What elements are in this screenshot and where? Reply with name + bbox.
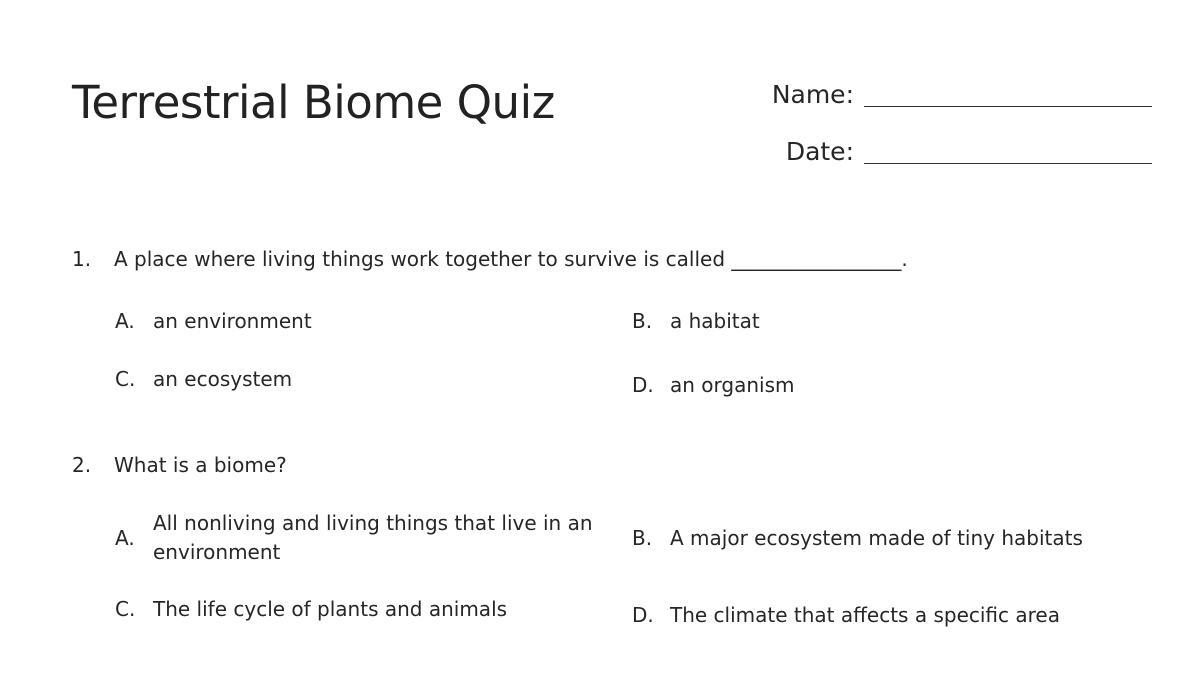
option-letter: D. [632, 603, 654, 627]
option-letter: B. [632, 526, 653, 550]
option-2b[interactable] [632, 524, 1200, 553]
option-letter: C. [115, 597, 136, 621]
option-text: an ecosystem [153, 367, 293, 391]
date-label: Date: [785, 137, 854, 166]
option-text: a habitat [670, 309, 760, 333]
option-letter: D. [632, 373, 654, 397]
option-2a[interactable] [115, 509, 608, 567]
option-letter: C. [115, 367, 136, 391]
option-2c[interactable] [115, 595, 608, 624]
option-text: A major ecosystem made of tiny habitats [670, 526, 1083, 550]
option-text: The climate that affects a specific area [670, 603, 1060, 627]
option-1b[interactable] [632, 307, 1125, 336]
question-number: 2. [72, 453, 92, 477]
option-1d[interactable] [632, 371, 1125, 400]
option-letter: B. [632, 309, 653, 333]
question-text: A place where living things work together to survive is called _________________. [114, 247, 908, 271]
name-line[interactable] [864, 106, 1152, 107]
option-text: The life cycle of plants and animals [153, 597, 508, 621]
question-text: What is a biome? [114, 453, 287, 477]
option-letter: A. [115, 309, 135, 333]
option-1c[interactable] [115, 365, 608, 394]
name-label: Name: [771, 80, 854, 109]
date-field[interactable] [714, 137, 1152, 167]
date-line[interactable] [864, 163, 1152, 164]
question-2 [72, 451, 287, 479]
option-text: an organism [670, 373, 795, 397]
question-1 [72, 245, 908, 273]
option-2d[interactable] [632, 601, 1200, 630]
option-text: an environment [153, 309, 312, 333]
name-field[interactable] [714, 80, 1152, 110]
page-title: Terrestrial Biome Quiz [72, 76, 555, 129]
option-letter: A. [115, 525, 135, 550]
question-number: 1. [72, 247, 92, 271]
option-text: All nonliving and living things that live in an environment [153, 511, 593, 564]
option-1a[interactable] [115, 307, 608, 336]
